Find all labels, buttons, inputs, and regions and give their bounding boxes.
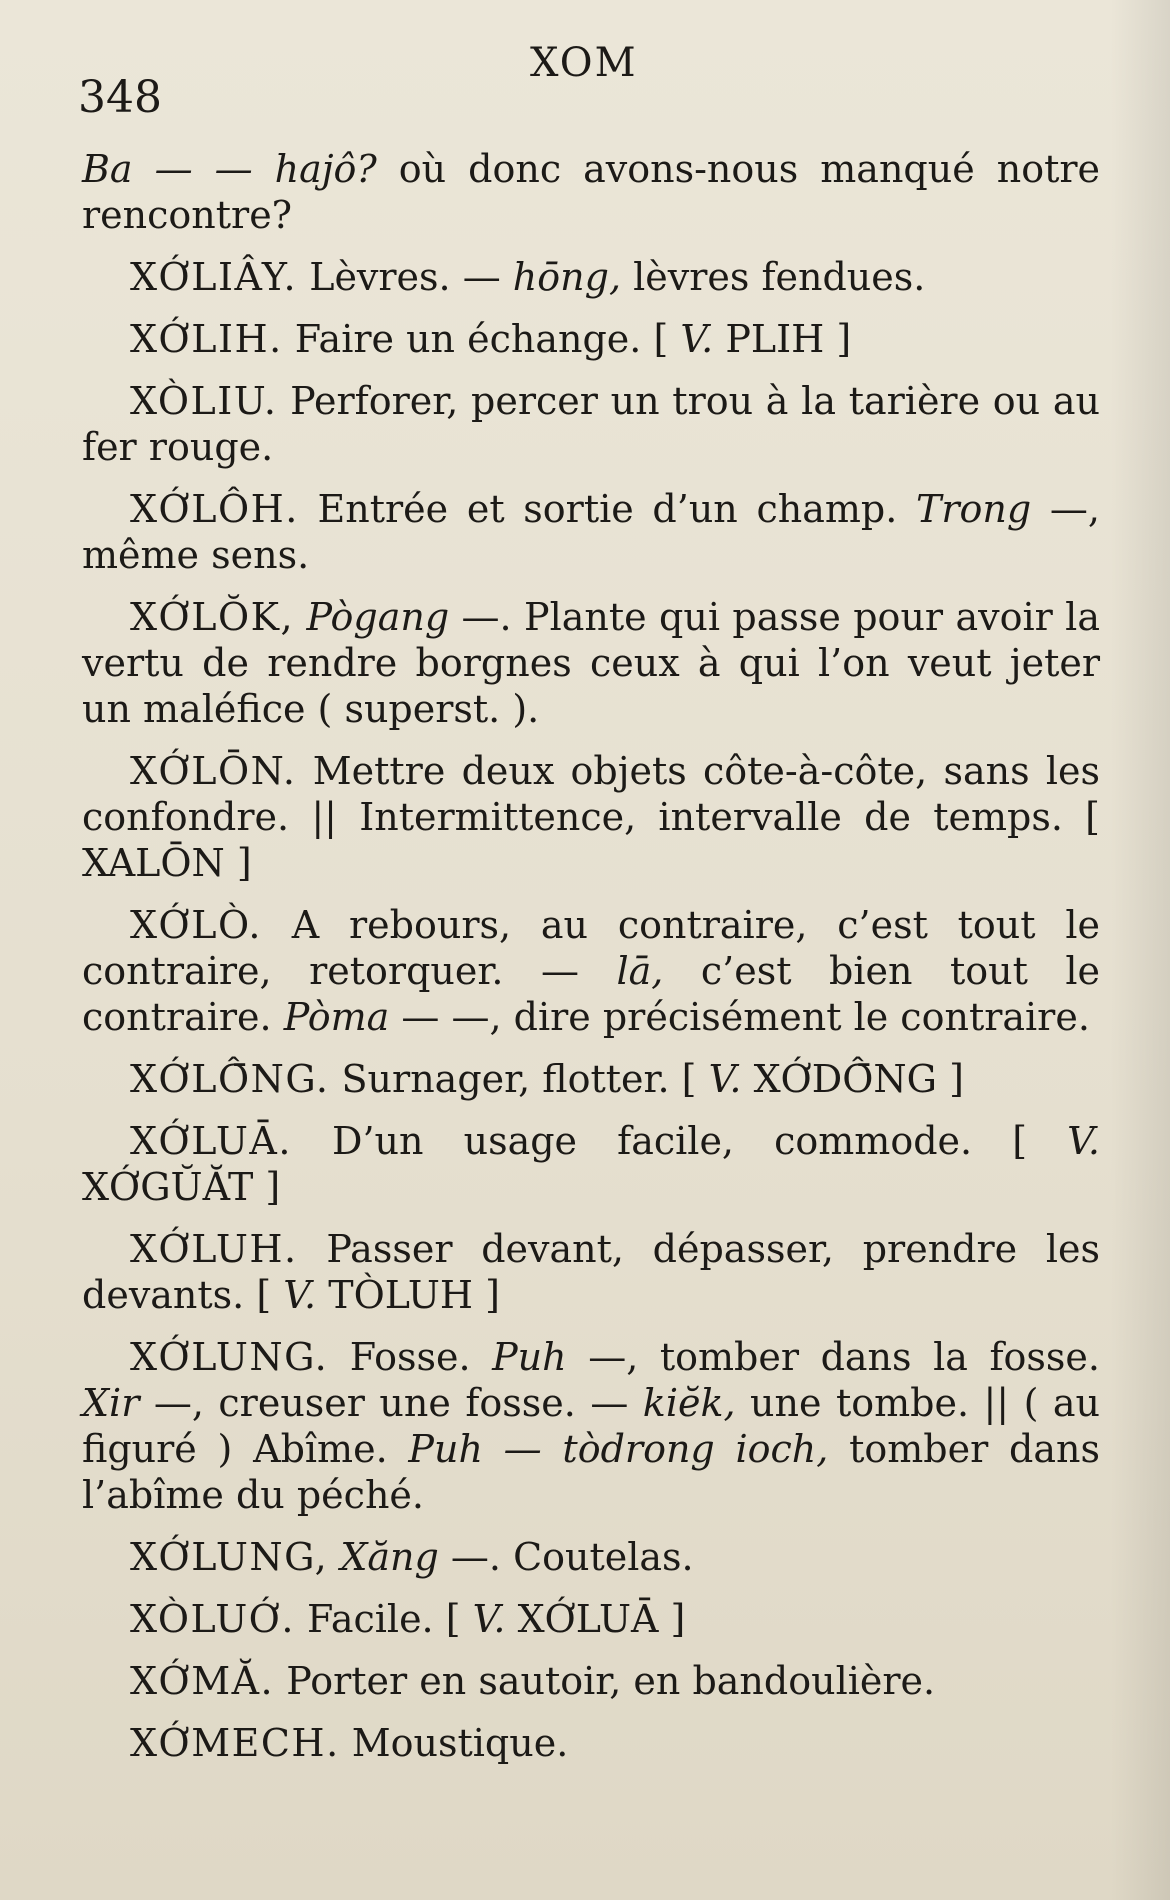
italic-term: Xăng [340, 1535, 439, 1579]
headword: XỚLUĀ. [130, 1119, 292, 1163]
definition-text: Entrée et sortie d’un champ. [298, 487, 917, 531]
definition-text: Moustique. [339, 1721, 569, 1765]
dictionary-text [82, 146, 1100, 1782]
italic-term: Puh — tòdrong ioch, [408, 1427, 829, 1471]
dictionary-entry [82, 1720, 1100, 1766]
definition-text: une tombe. || ( au figuré ) Abîme. [82, 1381, 1100, 1471]
dictionary-entry [82, 1596, 1100, 1642]
italic-term: Pòma [283, 995, 390, 1039]
definition-text [294, 595, 306, 639]
dictionary-entry [82, 1226, 1100, 1318]
definition-text: Surnager, flotter. [ [329, 1057, 709, 1101]
dictionary-entry [82, 1118, 1100, 1210]
headword: XỚLÔH. [130, 487, 299, 531]
definition-text: Porter en sautoir, en bandoulière. [274, 1659, 936, 1703]
dictionary-entry [82, 316, 1100, 362]
continued-entry [82, 146, 1100, 238]
headword: XỚLIÂY. [130, 255, 298, 299]
page-number: 348 [78, 72, 162, 123]
dictionary-entry [82, 1334, 1100, 1518]
definition-text: XỚDÔ̄NG ] [741, 1057, 964, 1101]
dictionary-entry [82, 378, 1100, 470]
italic-term: V. [472, 1597, 506, 1641]
definition-text: —, tomber dans la fosse. [566, 1335, 1100, 1379]
definition-text: lèvres fendues. [621, 255, 926, 299]
definition-text: D’un usage facile, commode. [ [291, 1119, 1068, 1163]
definition-text: Facile. [ [294, 1597, 473, 1641]
headword: XỚLIH. [130, 317, 283, 361]
definition-text: —. Plante qui passe pour avoir la vertu de rendre borgnes ceux à qui l’on veut jeter un maléfice ( superst. ). [82, 595, 1100, 731]
headword: XỚLÔ̄NG. [130, 1057, 330, 1101]
definition-text: XỚGŬĂT ] [82, 1165, 281, 1209]
definition-text: tomber dans l’abîme du péché. [82, 1427, 1100, 1517]
headword: XỚLÒ. [130, 903, 262, 947]
italic-term: V. [680, 317, 714, 361]
page-edge-shadow [1110, 0, 1170, 1900]
dictionary-entry [82, 748, 1100, 886]
definition-text: XỚLUĀ ] [505, 1597, 686, 1641]
definition-text: Lèvres. — [297, 255, 513, 299]
italic-term: Puh [492, 1335, 567, 1379]
definition-text: —, creuser une fosse. — [139, 1381, 643, 1425]
dictionary-entry [82, 1534, 1100, 1580]
headword: XỚLUNG. [130, 1335, 329, 1379]
definition-text: Passer devant, dépasser, prendre les devants. [ [82, 1227, 1100, 1317]
definition-text: Fosse. [328, 1335, 493, 1379]
headword: XÒLUỚ. [130, 1597, 295, 1641]
definition-text [328, 1535, 340, 1579]
running-head: XOM [530, 40, 638, 86]
definition-text: c’est bien tout le contraire. [82, 949, 1100, 1039]
headword: XỚMECH. [130, 1721, 340, 1765]
italic-term: V. [283, 1273, 317, 1317]
definition-text: Mettre deux objets côte-à-côte, sans les confondre. || Intermittence, intervalle de temps. [ XALŌN ] [82, 749, 1100, 885]
headword: XỚMĂ. [130, 1659, 275, 1703]
headword: XỚLŌN. [130, 749, 297, 793]
dictionary-entry [82, 1056, 1100, 1102]
definition-text: où donc avons-nous manqué notre rencontre? [82, 147, 1101, 237]
italic-term: V. [1067, 1119, 1100, 1163]
italic-term: V. [708, 1057, 742, 1101]
definition-text: Faire un échange. [ [282, 317, 681, 361]
headword: XỚLUNG, [130, 1535, 329, 1579]
italic-term: Trong [916, 487, 1032, 531]
dictionary-entry [82, 594, 1100, 732]
definition-text: Perforer, percer un trou à la tarière ou au fer rouge. [82, 379, 1100, 469]
definition-text: —. Coutelas. [438, 1535, 694, 1579]
definition-text: — —, dire précisément le contraire. [389, 995, 1090, 1039]
headword: XỚLŎK, [130, 595, 295, 639]
definition-text: A rebours, au contraire, c’est tout le contraire, retorquer. — [82, 903, 1100, 993]
dictionary-entry [82, 902, 1100, 1040]
definition-text: PLIH ] [713, 317, 852, 361]
dictionary-entry [82, 486, 1100, 578]
italic-term: hōng, [512, 255, 622, 299]
headword: XÒLIU. [130, 379, 278, 423]
italic-term: lā, [616, 949, 664, 993]
definition-text: TÒLUH ] [316, 1273, 500, 1317]
dictionary-entry [82, 254, 1100, 300]
italic-term: kiĕk, [642, 1381, 736, 1425]
dictionary-entry [82, 1658, 1100, 1704]
headword: XỚLUH. [130, 1227, 298, 1271]
definition-text: —, même sens. [82, 487, 1100, 577]
italic-term: Ba — — hajô? [82, 147, 377, 191]
italic-term: Pògang [306, 595, 450, 639]
italic-term: Xir [82, 1381, 140, 1425]
